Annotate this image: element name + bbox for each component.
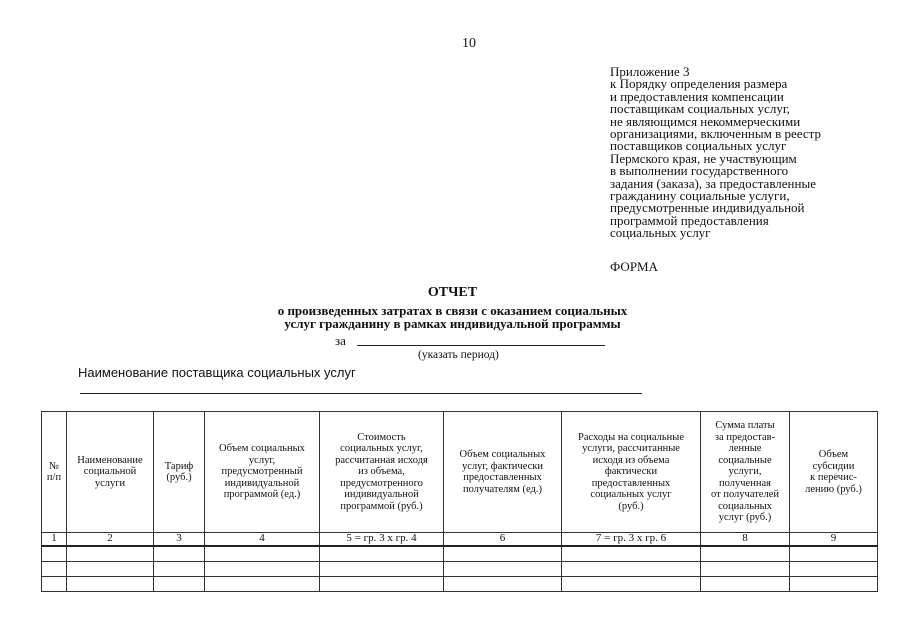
header-text: № п/п xyxy=(46,460,62,483)
appendix-line: организациями, включенным в реестр xyxy=(610,126,821,142)
header-text: Объем социальных услуг, предусмотренный индивидуальной программой (ед.) xyxy=(219,443,305,501)
column-number-row xyxy=(42,533,878,546)
period-field[interactable] xyxy=(357,345,605,346)
column-number: 3 xyxy=(154,533,205,546)
table-cell[interactable] xyxy=(320,546,444,562)
column-number: 9 xyxy=(790,533,878,546)
table-cell[interactable] xyxy=(562,576,701,591)
appendix-line: Приложение 3 xyxy=(610,64,690,79)
header-text: Стоимость социальных услуг, рассчитанная исходя из объема, предусмотренного индивидуальной программой (руб.) xyxy=(335,431,428,512)
column-number: 5 = гр. 3 х гр. 4 xyxy=(320,533,444,546)
report-subtitle-line: о произведенных затратах в связи с оказанием социальных xyxy=(277,303,628,318)
header-cell xyxy=(205,412,320,533)
appendix-line: предусмотренные индивидуальной xyxy=(610,200,805,216)
table-cell[interactable] xyxy=(790,576,878,591)
header-cell xyxy=(701,412,790,533)
period-hint: (указать период) xyxy=(418,349,499,361)
header-text: Объем субсидии к перечис- лению (руб.) xyxy=(805,449,862,495)
period-prefix: за xyxy=(335,333,346,348)
table-cell[interactable] xyxy=(205,546,320,562)
report-subtitle-line: услуг гражданину в рамках индивидуальной программы xyxy=(284,315,621,331)
header-cell xyxy=(444,412,562,533)
table-cell[interactable] xyxy=(444,546,562,562)
appendix-line: задания (заказа), за предоставленные xyxy=(610,175,816,191)
table-cell[interactable] xyxy=(562,546,701,562)
appendix-line: программой предоставления xyxy=(610,212,769,228)
header-cell xyxy=(154,412,205,533)
header-text: Сумма платы за предостав- ленные социальные услуги, полученная от получателей социальных услуг (руб.) xyxy=(711,420,779,524)
table-cell[interactable] xyxy=(154,546,205,562)
report-table xyxy=(41,411,878,592)
appendix-line: к Порядку определения размера xyxy=(610,76,788,92)
header-text: Расходы на социальные услуги, рассчитанные исходя из объема фактически предоставленных социальных услуг (руб.) xyxy=(577,431,684,512)
appendix-line: поставщикам социальных услуг, xyxy=(610,101,790,117)
report-subtitle xyxy=(0,305,905,330)
column-number: 6 xyxy=(444,533,562,546)
table-row xyxy=(42,576,878,591)
table-cell[interactable] xyxy=(67,561,154,576)
table-header-row xyxy=(42,412,878,533)
table-row xyxy=(42,561,878,576)
report-title: ОТЧЕТ xyxy=(427,285,478,300)
appendix-block xyxy=(610,66,821,240)
table-cell[interactable] xyxy=(701,546,790,562)
table-cell[interactable] xyxy=(67,546,154,562)
column-number: 2 xyxy=(67,533,154,546)
header-cell xyxy=(790,412,878,533)
table-cell[interactable] xyxy=(205,576,320,591)
table-cell[interactable] xyxy=(154,576,205,591)
table-cell[interactable] xyxy=(205,561,320,576)
page-number: 10 xyxy=(462,36,476,51)
table-cell[interactable] xyxy=(444,576,562,591)
appendix-line: гражданину социальные услуги, xyxy=(610,188,790,204)
table-cell[interactable] xyxy=(154,561,205,576)
table-cell[interactable] xyxy=(562,561,701,576)
table-cell[interactable] xyxy=(320,561,444,576)
form-label: ФОРМА xyxy=(610,259,658,274)
column-number: 4 xyxy=(205,533,320,546)
appendix-line: социальных услуг xyxy=(610,225,711,241)
table-cell[interactable] xyxy=(790,561,878,576)
column-number: 1 xyxy=(42,533,67,546)
appendix-line: и предоставления компенсации xyxy=(610,88,784,104)
table-cell[interactable] xyxy=(790,546,878,562)
table-cell[interactable] xyxy=(701,576,790,591)
appendix-line: Пермского края, не участвующим xyxy=(610,150,797,166)
table-cell[interactable] xyxy=(42,561,67,576)
table-cell[interactable] xyxy=(701,561,790,576)
table-row xyxy=(42,546,878,562)
header-text: Объем социальных услуг, фактически предоставленных получателям (ед.) xyxy=(459,449,546,495)
table-cell[interactable] xyxy=(320,576,444,591)
table-cell[interactable] xyxy=(67,576,154,591)
column-number: 7 = гр. 3 х гр. 6 xyxy=(562,533,701,546)
appendix-line: поставщиков социальных услуг xyxy=(610,138,787,154)
table-cell[interactable] xyxy=(444,561,562,576)
appendix-line: в выполнении государственного xyxy=(610,163,789,179)
provider-label: Наименование поставщика социальных услуг xyxy=(78,365,356,380)
column-number: 8 xyxy=(701,533,790,546)
header-cell xyxy=(42,412,67,533)
table-cell[interactable] xyxy=(42,576,67,591)
appendix-line: не являющимся некоммерческими xyxy=(610,113,801,129)
header-text: Наименование социальной услуги xyxy=(77,454,143,489)
header-cell xyxy=(562,412,701,533)
header-text: Тариф (руб.) xyxy=(164,460,194,483)
header-cell xyxy=(320,412,444,533)
table-cell[interactable] xyxy=(42,546,67,562)
provider-field[interactable] xyxy=(80,393,642,394)
header-cell xyxy=(67,412,154,533)
